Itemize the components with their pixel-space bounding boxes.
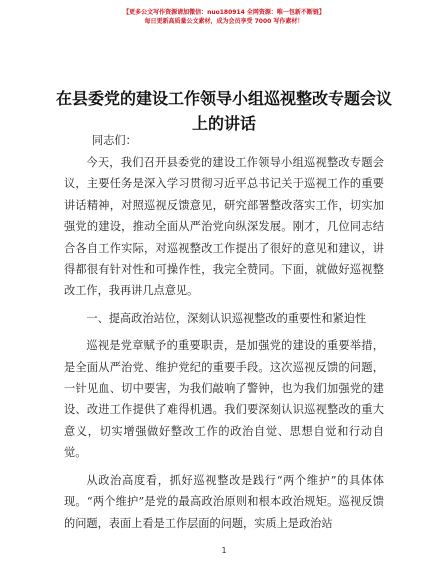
promo-banner [0, 8, 448, 26]
page-number: 1 [221, 546, 227, 555]
paragraph-3: 从政治高度看，抓好巡视整改是践行“两个维护”的具体体现。“两个维护”是党的最高政治原则和根本政治规矩。巡视反馈的问题，表面上看是工作层面的问题，实质上是政治站 [64, 473, 384, 530]
section-heading-1: 一、提高政治站位，深刻认识巡视整改的重要性和紧迫性 [86, 311, 367, 325]
promo-line-1: 【更多公文写作资源请加微信：nuo180914 全网资源：唯一包新不断链】 [123, 9, 325, 16]
document-title: 在县委党的建设工作领导小组巡视整改专题会议上的讲话 [56, 89, 393, 133]
promo-line-2: 每日更新高质量公文素材，成为会员享受 7000 写作素材！ [144, 18, 304, 25]
salutation: 同志们： [92, 134, 137, 147]
document-body [64, 152, 384, 534]
paragraph-2: 巡视是党章赋予的重要职责，是加强党的建设的重要举措，是全面从严治党、维护党纪的重要手段。这次巡视反馈的问题，一针见血、切中要害，为我们敲响了警钟，也为我们加强党的建设、改进工作提供了难得机遇。我们要深刻认识巡视整改的重大意义，切实增强做好整改工作的政治自觉、思想自觉和行动自觉。 [64, 339, 384, 460]
paragraph-intro: 今天，我们召开县委党的建设工作领导小组巡视整改专题会议，主要任务是深入学习贯彻习近平总书记关于巡视工作的重要讲话精神，对照巡视反馈意见，研究部署整改落实工作，切实加强党的建设，推动全面从严治党向纵深发展。刚才，几位同志结合各自工作实际，对巡视整改工作提出了很好的意见和建议，讲得都很有针对性和可操作性，我完全赞同。下面，就做好巡视整改工作，我再讲几点意见。 [64, 156, 384, 298]
